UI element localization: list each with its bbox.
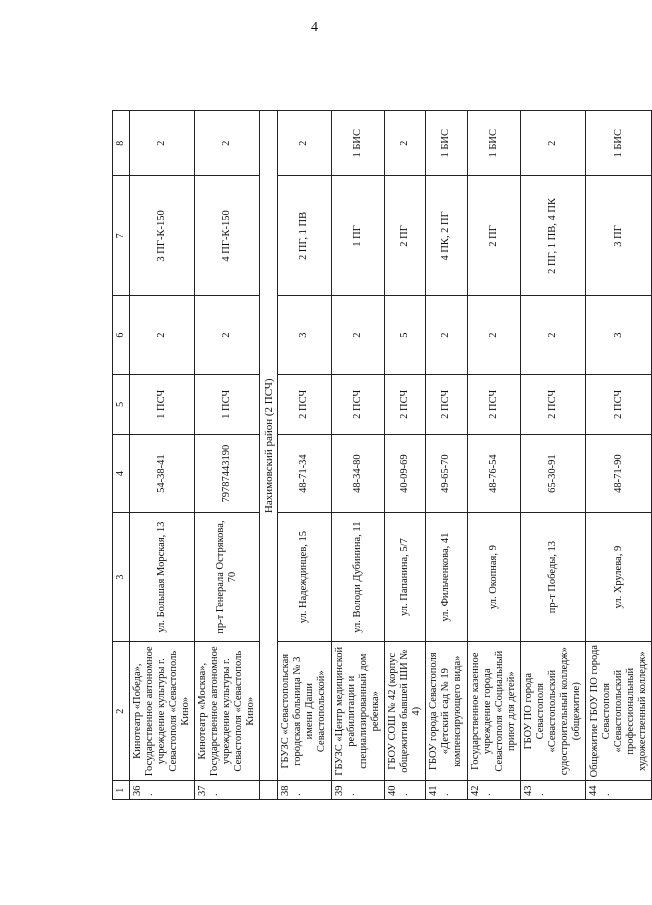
cell-c6: 2 <box>129 296 194 374</box>
cell-c7: 2 ПГ <box>384 176 425 296</box>
table-row <box>278 111 331 800</box>
column-header: 2 <box>113 641 130 781</box>
cell-c8: 1 БИС <box>586 111 652 176</box>
header-row <box>113 111 130 800</box>
cell-c7: 2 ПГ, 1 ПВ <box>278 176 331 296</box>
cell-c5: 1 ПСЧ <box>129 374 194 434</box>
cell-c6: 3 <box>586 296 652 374</box>
cell-c6: 2 <box>467 296 520 374</box>
column-header: 5 <box>113 374 130 434</box>
cell-c7: 4 ПК, 2 ПГ <box>426 176 467 296</box>
cell-name: Государственное казенное учреждение города Севастополя «Социальный приют для детей» <box>467 641 520 781</box>
cell-c5: 2 ПСЧ <box>586 374 652 434</box>
cell-phone: 40-09-69 <box>384 434 425 512</box>
cell-c6: 2 <box>194 296 260 374</box>
cell-phone: 65-30-91 <box>520 434 586 512</box>
page-number: 4 <box>311 20 318 35</box>
cell-c6: 2 <box>426 296 467 374</box>
cell-c6: 2 <box>331 296 384 374</box>
cell-phone: 49-65-70 <box>426 434 467 512</box>
cell-phone: 48-76-54 <box>467 434 520 512</box>
table-row <box>426 111 467 800</box>
cell-name: ГБОУ города Севастополя «Детский сад № 19 компенсирующего вида» <box>426 641 467 781</box>
cell-name: ГБОУ ПО города Севастополя «Севастопольский судостроительный колледж» (общежитие) <box>520 641 586 781</box>
cell-phone: 48-34-80 <box>331 434 384 512</box>
cell-c7: 2 ПГ, 1 ПВ, 4 ПК <box>520 176 586 296</box>
cell-c5: 2 ПСЧ <box>384 374 425 434</box>
cell-c5: 2 ПСЧ <box>467 374 520 434</box>
cell-c8: 2 <box>129 111 194 176</box>
table-row <box>331 111 384 800</box>
cell-n: 41. <box>426 781 467 800</box>
cell-c5: 2 ПСЧ <box>520 374 586 434</box>
cell-address: ул. Большая Морская, 13 <box>129 513 194 642</box>
cell-c6: 2 <box>520 296 586 374</box>
column-header: 3 <box>113 513 130 642</box>
district-row <box>260 111 278 800</box>
cell-address: пр-т Победы, 13 <box>520 513 586 642</box>
cell-c8: 2 <box>278 111 331 176</box>
cell-c5: 2 ПСЧ <box>331 374 384 434</box>
cell-c6: 5 <box>384 296 425 374</box>
cell-address: ул. Хрулева, 9 <box>586 513 652 642</box>
column-header: 8 <box>113 111 130 176</box>
cell-phone: 48-71-34 <box>278 434 331 512</box>
cell-c8: 1 БИС <box>331 111 384 176</box>
cell-name: Кинотеатр «Москва», Государственное автономное учреждение культуры г. Севастополя «Севастополь Кино» <box>194 641 260 781</box>
cell-name: Общежитие ГБОУ ПО города Севастополя «Севастопольский профессиональный художественный колледж» <box>586 641 652 781</box>
facilities-table <box>112 110 652 800</box>
cell-n: 37. <box>194 781 260 800</box>
cell-phone: 48-71-90 <box>586 434 652 512</box>
cell-phone: 54-38-41 <box>129 434 194 512</box>
table-row <box>384 111 425 800</box>
cell-address: ул. Надеждинцев, 15 <box>278 513 331 642</box>
cell-address: пр-т Генерала Острякова, 70 <box>194 513 260 642</box>
cell-address: ул. Володи Дубинина, 11 <box>331 513 384 642</box>
cell-name: Кинотеатр «Победа», Государственное автономное учреждение культуры г. Севастополя «Севастополь Кино» <box>129 641 194 781</box>
table-row <box>467 111 520 800</box>
cell-c8: 1 БИС <box>426 111 467 176</box>
cell-address: ул. Папанина, 5/7 <box>384 513 425 642</box>
table-row <box>520 111 586 800</box>
column-header: 6 <box>113 296 130 374</box>
district-label: Нахимовский район (2 ПСЧ) <box>260 111 278 781</box>
column-header: 7 <box>113 176 130 296</box>
table-row <box>586 111 652 800</box>
rotated-table-container <box>112 110 652 800</box>
cell-n: 36. <box>129 781 194 800</box>
cell-c5: 1 ПСЧ <box>194 374 260 434</box>
cell-address: ул. Фильченкова, 41 <box>426 513 467 642</box>
cell-c7: 3 ПГ <box>586 176 652 296</box>
cell-c8: 2 <box>384 111 425 176</box>
cell-c8: 1 БИС <box>467 111 520 176</box>
cell-name: ГБУЗС «Севастопольская городская больница № 3 имени Даши Севастопольской» <box>278 641 331 781</box>
cell-c7: 3 ПГ-К-150 <box>129 176 194 296</box>
table-row <box>129 111 194 800</box>
column-header: 1 <box>113 781 130 800</box>
cell-address: ул. Окопная, 9 <box>467 513 520 642</box>
cell-n: 38. <box>278 781 331 800</box>
cell-name: ГБОУ СОШ № 42 (корпус общежития бывшей ШИ № 4) <box>384 641 425 781</box>
table-row <box>194 111 260 800</box>
cell-c7: 2 ПГ <box>467 176 520 296</box>
cell-n: 39. <box>331 781 384 800</box>
cell-c8: 2 <box>194 111 260 176</box>
cell-c8: 2 <box>520 111 586 176</box>
cell-n: 44. <box>586 781 652 800</box>
cell-c5: 2 ПСЧ <box>426 374 467 434</box>
column-header: 4 <box>113 434 130 512</box>
cell-phone: 79787443190 <box>194 434 260 512</box>
cell-n: 43. <box>520 781 586 800</box>
cell-n: 40. <box>384 781 425 800</box>
cell-c7: 1 ПГ <box>331 176 384 296</box>
cell-n: 42. <box>467 781 520 800</box>
cell-c6: 3 <box>278 296 331 374</box>
cell-c7: 4 ПГ-К-150 <box>194 176 260 296</box>
cell-c5: 2 ПСЧ <box>278 374 331 434</box>
cell-name: ГБУЗС «Центр медицинской реабилитации и специализированный дом ребенка» <box>331 641 384 781</box>
